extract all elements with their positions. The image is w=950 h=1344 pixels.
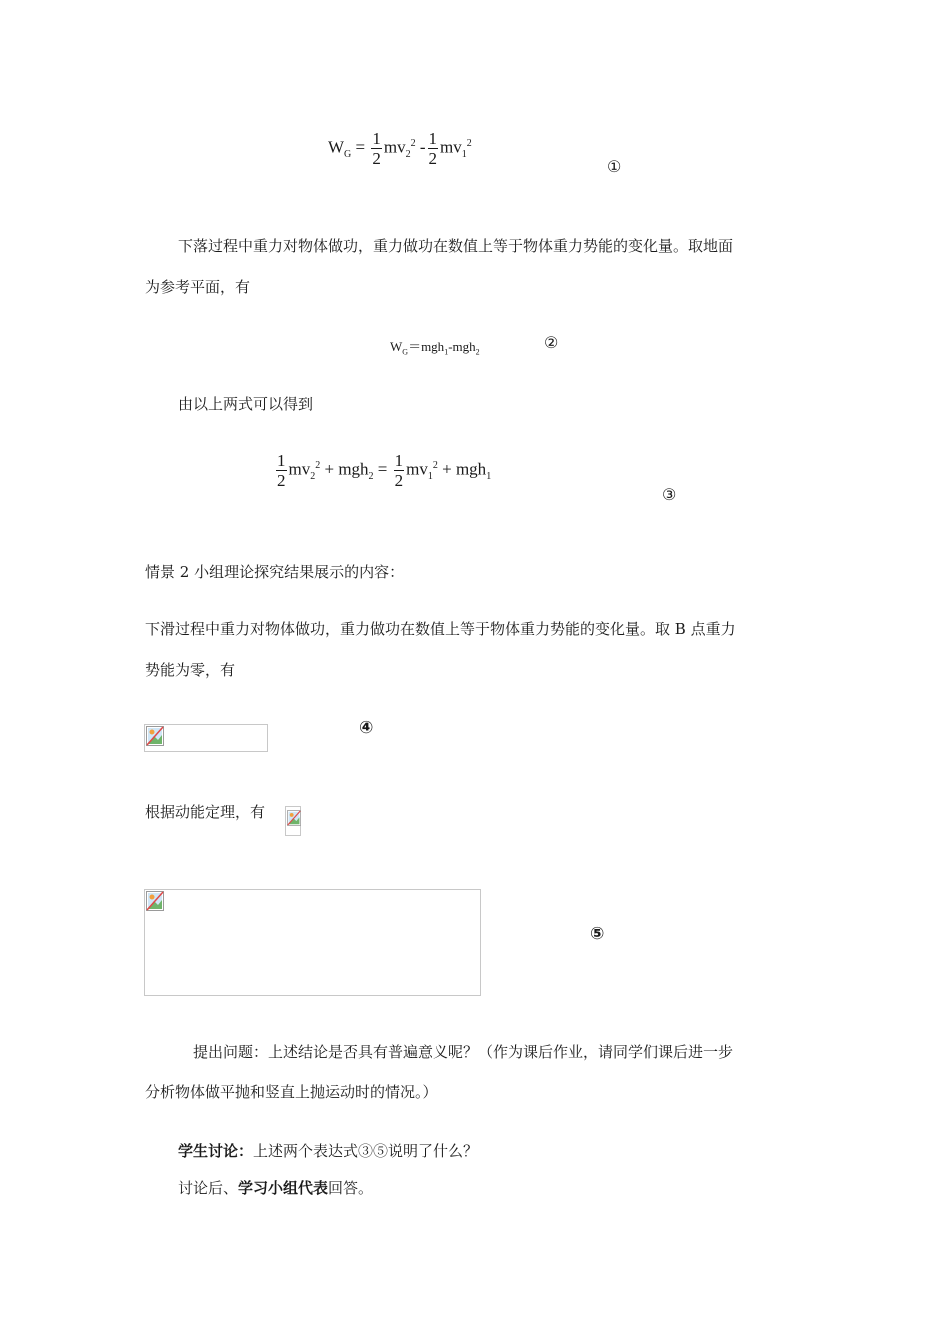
answer-line [178, 1178, 373, 1198]
formula-1-frac-a [371, 130, 382, 167]
equation-number-3: ③ [662, 485, 677, 504]
frac-den: 2 [428, 149, 438, 168]
formula-5-image [144, 889, 481, 996]
formula-3-term2: mv [406, 459, 428, 479]
formula-2-w: W [390, 339, 403, 354]
frac-num: 1 [394, 451, 404, 470]
discussion-text: 上述两个表达式③⑤说明了什么？ [253, 1142, 479, 1160]
paragraph-1-line-2: 为参考平面，有 [145, 278, 251, 296]
equation-number-1: ① [607, 157, 622, 176]
formula-1-term1-sub: 2 [405, 148, 411, 160]
formula-2-w-sub: G [402, 347, 409, 357]
discussion-line [178, 1141, 478, 1161]
formula-3-term2-sub: 1 [427, 470, 433, 482]
formula-1-term2: mv [440, 137, 462, 157]
formula-1-eq: = [355, 137, 366, 157]
formula-3-plus1: + mgh [324, 459, 369, 479]
broken-image-icon [146, 726, 164, 746]
formula-2-middle: ＝mgh [408, 339, 445, 354]
formula-1-frac-b [428, 130, 439, 167]
formula-3 [274, 452, 491, 489]
equation-number-4: ④ [359, 718, 374, 738]
formula-3-h-sub2: 2 [368, 470, 374, 482]
formula-1-w-sub: G [344, 148, 352, 160]
answer-prefix: 讨论后、 [178, 1179, 239, 1197]
formula-3-h-sub1: 1 [486, 470, 492, 482]
formula-1-term2-sup: 2 [466, 137, 472, 149]
broken-image-icon [146, 891, 164, 911]
inline-formula-image [285, 806, 301, 836]
formula-3-term1: mv [288, 459, 311, 479]
answer-bold: 学习小组代表 [238, 1179, 329, 1197]
formula-1-term1: mv [383, 137, 406, 157]
question-line-1: 提出问题：上述结论是否具有普遍意义呢？（作为课后作业，请同学们课后进一步 [193, 1043, 734, 1061]
equation-number-5: ⑤ [590, 924, 605, 944]
formula-1-minus: - [419, 137, 426, 157]
frac-den: 2 [394, 471, 404, 490]
formula-4-image [144, 724, 268, 752]
formula-3-term1-sub: 2 [310, 470, 316, 482]
paragraph-4: 根据动能定理，有 [145, 803, 266, 821]
formula-3-term2-sup: 2 [432, 459, 438, 471]
answer-suffix: 回答。 [328, 1179, 374, 1197]
broken-image-icon [287, 808, 301, 828]
equation-number-2: ② [544, 333, 559, 352]
formula-2 [390, 336, 480, 357]
formula-3-plus2: + mgh [442, 459, 487, 479]
paragraph-1-line-1: 下落过程中重力对物体做功，重力做功在数值上等于物体重力势能的变化量。取地面 [178, 237, 734, 255]
frac-num: 1 [372, 129, 381, 148]
question-line-2: 分析物体做平抛和竖直上抛运动时的情况。） [145, 1083, 438, 1101]
formula-2-sub2: 2 [475, 347, 480, 357]
paragraph-3-line-2: 势能为零，有 [145, 661, 236, 679]
frac-num: 1 [277, 451, 286, 470]
formula-3-frac-a [276, 452, 287, 489]
frac-den: 2 [372, 149, 381, 168]
paragraph-2: 由以上两式可以得到 [178, 395, 314, 413]
formula-3-eq: = [377, 459, 388, 479]
formula-3-term1-sup: 2 [315, 459, 321, 471]
formula-1 [328, 130, 472, 167]
formula-1-term2-sub: 1 [461, 148, 467, 160]
discussion-label: 学生讨论： [178, 1142, 254, 1160]
paragraph-3-line-1: 下滑过程中重力对物体做功，重力做功在数值上等于物体重力势能的变化量。取 B 点重力 [145, 620, 736, 638]
formula-3-frac-b [394, 452, 405, 489]
formula-2-middle2: -mgh [448, 339, 476, 354]
frac-num: 1 [428, 129, 438, 148]
frac-den: 2 [277, 471, 286, 490]
formula-1-w: W [328, 137, 345, 157]
scenario-2-title: 情景 2 小组理论探究结果展示的内容： [145, 563, 405, 581]
formula-1-term1-sup: 2 [410, 137, 416, 149]
formula-2-sub1: 1 [444, 347, 449, 357]
